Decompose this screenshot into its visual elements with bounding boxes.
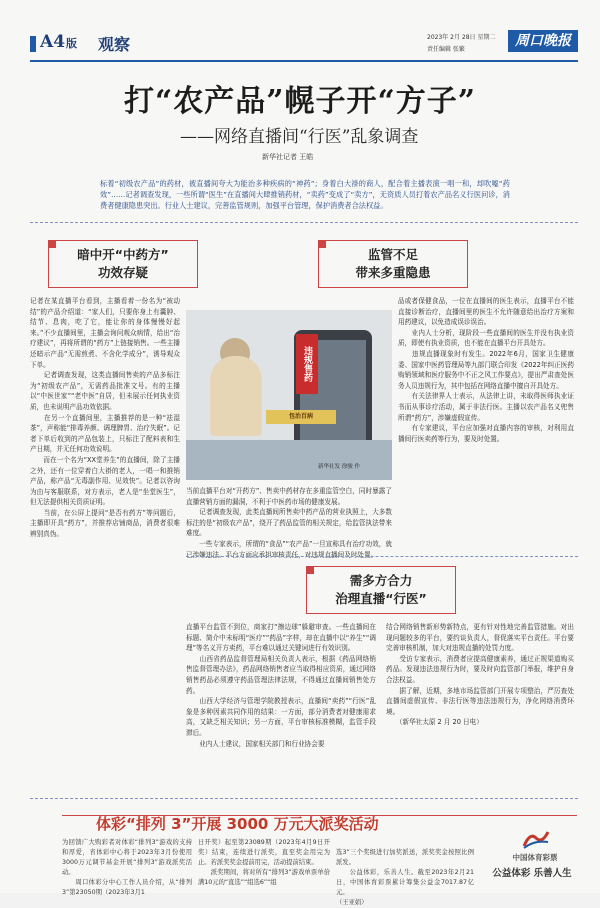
corner-mark: [48, 240, 56, 248]
edition-label: [40, 32, 77, 52]
article-column-2: 当前直播平台对“开药方”、售卖中药材存在多重监管空白，同时暴露了直播营销方面的漏洞，不利于中医药市场的健康发展。 记者调查发现，此类直播间所售卖中药产品的营业执照上，大多数标注的是“初级农产品”，绕开了药品监管的相关规定，给监管执法带来难度。 一些专家表示，所谓的“食品”“农产品”一旦宣称具有治疗功效，就已涉嫌违法。平台方面应承担审核责任，对违规直播间及时处置。: [186, 487, 392, 559]
section-head-line: 需多方合力: [349, 573, 413, 588]
section-head-2: [318, 240, 468, 288]
article-column-5: 结合网络销售新形势新特点，更有针对性地完善监管措施。对出现问题较多的平台，要约谈负责人，督促落实平台责任。平台要完善审核机制，加大对违规直播的处罚力度。 受访专家表示，消费者应提高健康素养，通过正规渠道购买药品。发现违法违规行为时，要及时向监管部门举报，维护自身合法权益。 据了解，近期，多地市场监管部门开展专项整治，严厉查处直播间虚假宣传、非法行医等违法违规行为，净化网络消费环境。 （新华社太原 2 月 20 日电）: [386, 623, 574, 727]
section-head-line: 监管不足: [367, 247, 418, 262]
illustration-banner: 包治百病: [266, 410, 336, 424]
corner-mark: [318, 240, 326, 248]
crowd-graphic: [186, 440, 392, 480]
ad-column-3-text: 选3”三个奖级进行加奖派送，派奖奖金按照比例派发。 公益体彩，乐善人生。截至2023年2月21日，中国体育彩票累计筹集公益金7017.87亿元。: [336, 849, 474, 896]
lottery-name: 中国体育彩票: [512, 853, 558, 862]
section-head-3: [306, 566, 456, 614]
illustration-credit: 新华社发 徐骏 作: [318, 464, 360, 470]
divider: [30, 798, 578, 799]
ad-column-2: 日开奖）起至第23089期（2023年4月9日开奖）结束，连续进行派奖，直至奖金用完为止。若派奖奖金提前用完，活动提前结束。 派奖期间，将对所有“排列3”游戏单票单倍满10元的“直选”“组选6”“组: [198, 839, 330, 886]
edition-number: A4: [40, 32, 66, 52]
section-head-line: 带来多重隐患: [355, 265, 431, 280]
article-subhead: ——网络直播间“行医”乱象调查: [180, 127, 419, 147]
section-head-line: 功效存疑: [97, 265, 148, 280]
article-headline: 打“农产品”幌子开“方子”: [123, 84, 477, 119]
section-head-line: 暗中开“中药方”: [77, 247, 169, 262]
section-head-line: 治理直播“行医”: [335, 591, 427, 606]
corner-mark: [306, 566, 314, 574]
lottery-slogan: 公益体彩 乐善人生: [492, 868, 572, 879]
lottery-logo-icon: [520, 828, 552, 850]
section-name: 观察: [98, 35, 131, 54]
article-intro: 标着“初级农产品”的药材，被直播间夸大为能治多种疾病的“神药”；身着白大褂的商人，配合着主播表演一唱一和，却吹嘘“药效”……记者调查发现，一些所谓“医生”在直播间大肆推销药材，“卖药”变成了“卖方”，无资质人员打着农产品名义行医问诊，消费者健康隐患突出。行业人士建议，完善监管规则，加强平台管理，保护消费者合法权益。: [100, 179, 510, 210]
header-accent-bar: [30, 36, 36, 52]
newspaper-logo: 周口晚报: [508, 30, 578, 52]
illustration-tag: 违规售药: [296, 334, 318, 394]
edition-suffix: 版: [66, 37, 78, 50]
divider: [30, 222, 578, 223]
divider: [186, 556, 578, 557]
article-column-1: 记者在某直播平台看到，主播看着一份名为“被动结”的产品介绍道：“家人们，只要你身上有囊肿、结节、息肉，吃了它，能让你的身体慢慢好起来。”不少直播间里，主播会询问观众病情，给出“治疗建议”，再将所谓的“药方”上链接销售。一些主播还暗示产品“无需煎煮、不含化学成分”，诱导观众下单。 记者调查发现，这类直播间售卖的产品多标注为“初级农产品”，无需药品批准文号。有的主播以“中医世家”“老中医”自居，但未展示任何执业资质，也未说明产品功效依据。 在另一个直播间里，主播推荐的是一种“祛湿茶”，声称能“排毒养颜、调理脾胃、治疗失眠”。记者下单后收到的产品包装上，只标注了配料表和生产日期，并无任何功效说明。 而在一个名为“XX堂养生”的直播间，除了主播之外，还有一位穿着白大褂的老人，一唱一和推销产品，称产品“无毒副作用、见效快”。记者以咨询为由与客服联系，对方表示，老人是“坐堂医生”，但无法提供相关资质证明。 当前，在公屏上提问“是否有药方”等问题后，主播即开具“药方”，并推荐店铺商品，消费者很难辨别真伪。: [30, 297, 180, 539]
article-byline: 新华社记者 王皓: [262, 153, 314, 161]
article-column-4: 直播平台监管不到位，商家打“擦边球”躲避审查。一些直播间在标题、简介中未标明“医疗”“药品”字样，却在直播中以“养生”“调理”等名义开方卖药，平台难以通过关键词进行有效识别。 山西省药品监督管理局相关负责人表示，根据《药品网络销售监督管理办法》，药品网络销售者应当取得相应资质，通过网络销售药品必须遵守药品管理法律法规，不得通过直播间销售处方药。 山西大学经济与管理学院教授表示，直播间“卖药”“行医”乱象是多种因素共同作用的结果：一方面，部分消费者对健康需求高，又缺乏相关知识；另一方面，平台审核标准模糊，监管手段滞后。 业内人士建议，国家相关部门和行业协会要: [186, 623, 376, 748]
ad-title: 体彩“排列 3”开展 3000 万元大派奖活动: [96, 815, 379, 833]
editor-credit: 责任编辑 张繁: [427, 46, 465, 53]
ad-editor-tag: （王亚娟）: [336, 899, 368, 906]
ad-column-3: [336, 838, 474, 906]
ad-column-1: 为回馈广大购彩者对体彩“排列3”游戏的支持和厚爱，省体彩中心将于2023年3月份使用3000万元调节基金开展“排列3”游戏派奖活动。 周口体彩分中心工作人员介绍，从“排列3”第23050期（2023年3月1: [62, 839, 192, 896]
issue-date: 2023年 2月 28日 星期二: [427, 34, 496, 41]
article-column-3: 品或者保健食品，一位在直播间的医生表示，直播平台不能直接诊断治疗，直播间里的医生不允许随意给出治疗方案和用药建议，以免造成误诊误治。 业内人士分析，现阶段一些直播间的医生并没有执业资质，即使有执业资质，也不能在直播平台开具处方。 违规直播现象时有发生。2022年6月，国家卫生健康委、国家中医药管理局等九部门联合印发《2022年纠正医药购销领域和医疗服务中不正之风工作要点》，提出严肃查处医务人员违规行为，其中包括在网络直播中擅自开具处方。 有关法律界人士表示，从法律上讲，未取得医师执业证书而从事诊疗活动，属于非法行医。主播以农产品名义兜售所谓“药方”，涉嫌虚假宣传。 有专家建议，平台应加强对直播内容的审核，对利用直播间行医卖药等行为，要及时处置。: [398, 297, 574, 443]
page-header: [30, 30, 578, 58]
header-rule: [30, 60, 578, 62]
article-illustration: [186, 310, 392, 480]
figure-doctor: [210, 356, 262, 436]
section-head-1: [48, 240, 198, 288]
